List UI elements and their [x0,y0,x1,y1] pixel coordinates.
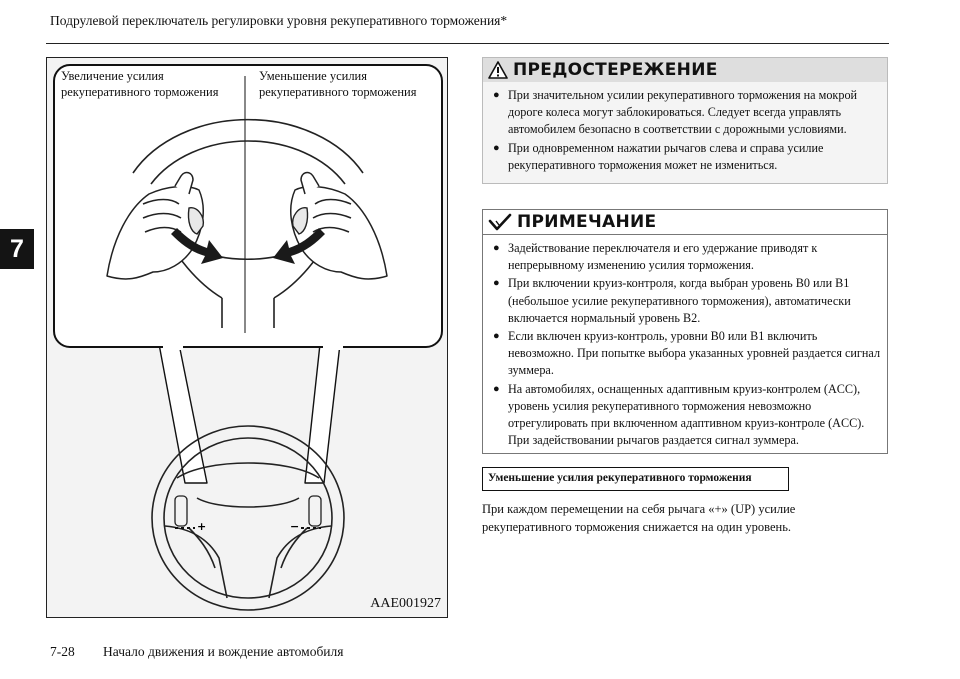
footer-section-title: Начало движения и вождение автомобиля [103,644,344,659]
note-item: ● Если включен круиз-контроль, уровни B0 или B1 включить невозможно. При попытке выбора указанных уровней раздается сигнал зуммера. [493,328,881,380]
paddle-plus-mark: + [197,520,207,533]
label-decrease: Уменьшение усилия рекуперативного торможения [259,69,417,99]
figure-code: AAE001927 [370,596,441,611]
note-header [483,210,887,235]
warning-header [483,58,887,82]
warning-triangle-icon [488,61,508,79]
section-body: При каждом перемещении на себя рычага «+» (UP) усилие рекуперативного торможения снижается на один уровень. [482,502,796,534]
steering-wheel-illustration [47,58,448,618]
page-header-title: Подрулевой переключатель регулировки уровня рекуперативного торможения* [50,13,508,28]
header-divider [46,43,889,44]
paddle-minus-mark: − [290,520,300,533]
warning-box [482,57,888,184]
chapter-tab: 7 [0,229,34,269]
checkmark-icon [488,213,512,231]
warning-item: ● При значительном усилии рекуперативного торможения на мокрой дороге колеса могут заблокироваться. Следует всегда управлять автомобилем безопасно в соответствии с дорожными условиями. [493,87,881,139]
section-heading: Уменьшение усилия рекуперативного торможения [482,467,789,491]
note-item: ● Задействование переключателя и его удержание приводят к непрерывному изменению усилия торможения. [493,240,881,274]
warning-item: ● При одновременном нажатии рычагов слева и справа усилие рекуперативного торможения может не измениться. [493,140,881,174]
note-item: ● На автомобилях, оснащенных адаптивным круиз-контролем (ACC), уровень усилия рекуперативного торможения невозможно отрегулировать при включенном адаптивном круиз-контроле (ACC). При задействовании рычагов раздается сигнал зуммера. [493,381,881,450]
note-item: ● При включении круиз-контроля, когда выбран уровень B0 или B1 (небольшое усилие рекуперативного торможения), автоматически включается нормальный уровень B2. [493,275,881,327]
warning-list [483,82,887,174]
callout-bubble [54,65,442,347]
note-list [483,235,887,449]
note-title: ПРИМЕЧАНИЕ [517,212,657,232]
page-number: 7-28 [50,644,75,659]
steering-paddle-figure [46,57,448,618]
note-box [482,209,888,454]
warning-title: ПРЕДОСТЕРЕЖЕНИЕ [513,60,718,80]
label-increase: Увеличение усилия рекуперативного торможения [61,69,219,99]
